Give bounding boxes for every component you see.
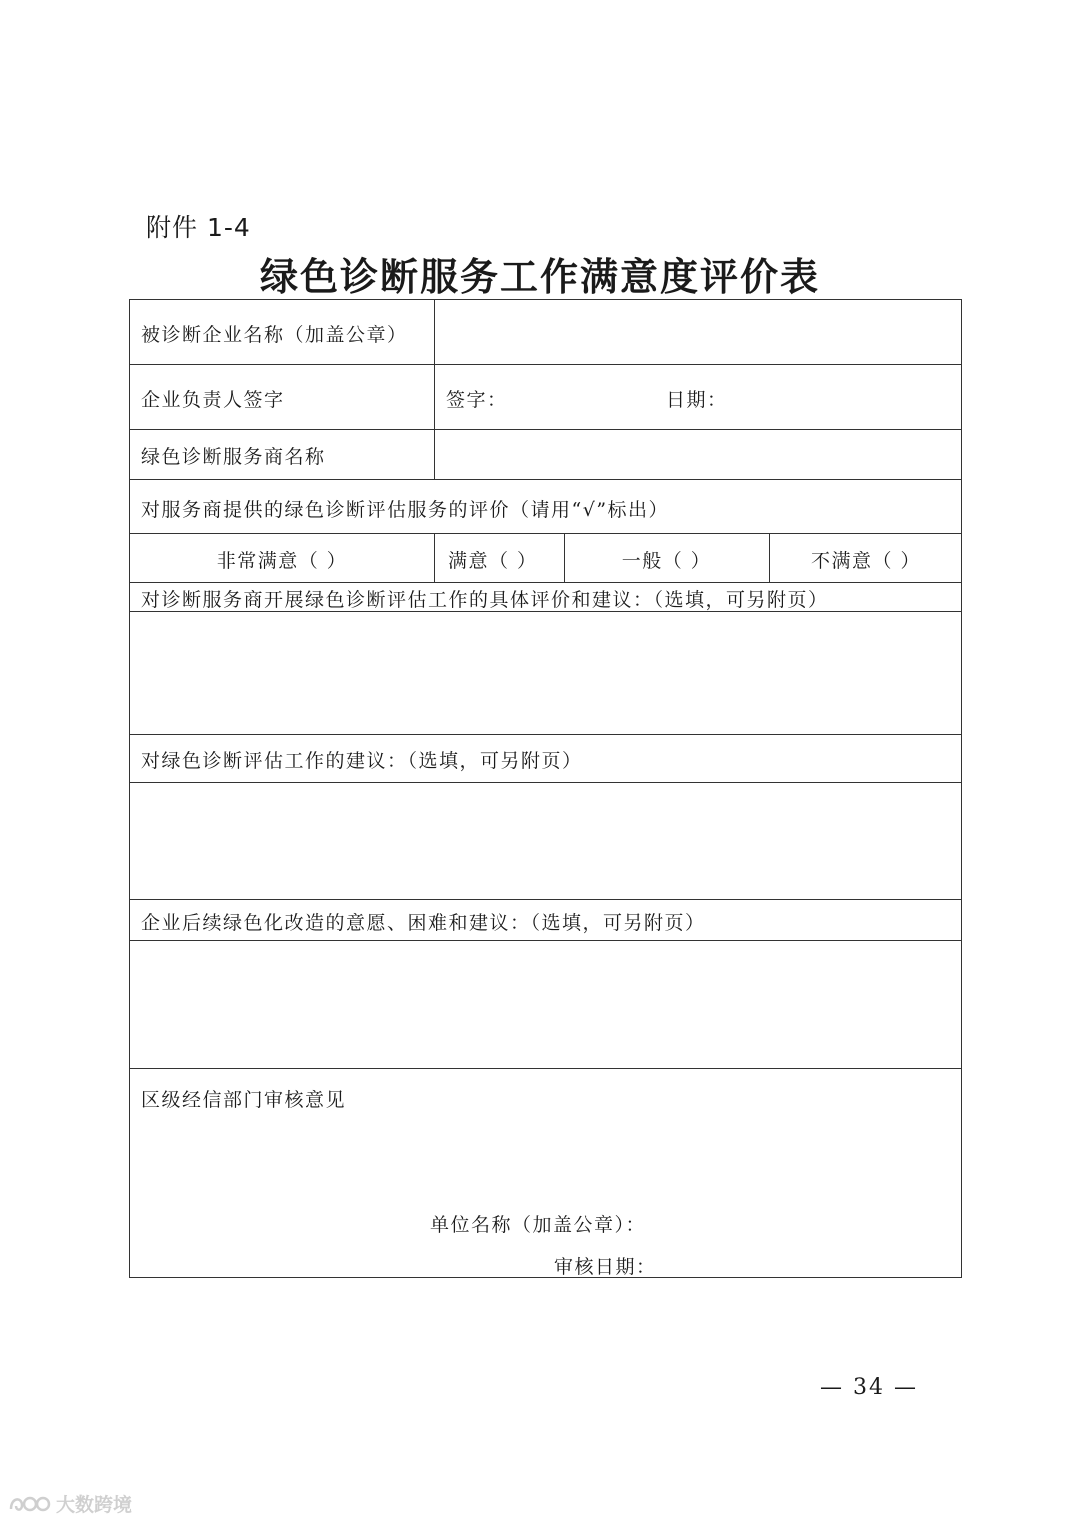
option-average[interactable]: 一般（ ） [621,550,712,572]
unit-name-label: 单位名称（加盖公章）： [430,1214,647,1236]
option-dissatisfied[interactable]: 不满意（ ） [810,550,922,572]
row-divider [130,364,961,365]
provider-name-label: 绿色诊断服务商名称 [141,446,326,468]
column-divider [434,300,435,479]
evaluation-form-table [129,299,962,1278]
specific-eval-field[interactable] [132,613,960,732]
row-divider [130,1068,961,1069]
row-divider [130,582,961,583]
row-divider [130,782,961,783]
enterprise-name-label: 被诊断企业名称（加盖公章） [141,324,408,346]
responsible-sign-label: 企业负责人签字 [141,389,285,411]
enterprise-name-field[interactable] [436,302,956,362]
review-date-label: 审核日期： [554,1256,657,1278]
annex-label: 附件 1-4 [146,213,251,242]
option-very-satisfied[interactable]: 非常满意（ ） [216,550,348,572]
date-label: 日期： [666,389,728,411]
followup-prompt: 企业后续绿色化改造的意愿、困难和建议：（选填，可另附页） [141,912,706,934]
option-satisfied[interactable]: 满意（ ） [448,550,538,572]
row-divider [130,940,961,941]
row-divider [130,479,961,480]
row-divider [130,533,961,534]
brand-logo-icon [8,1493,52,1515]
row-divider [130,899,961,900]
column-divider [434,533,435,582]
suggestion-field[interactable] [132,784,960,897]
suggestion-prompt: 对绿色诊断评估工作的建议：（选填，可另附页） [141,750,583,772]
form-title: 绿色诊断服务工作满意度评价表 [259,255,820,299]
page-number: — 34 — [820,1375,918,1400]
signature-label: 签字： [446,389,508,411]
specific-eval-prompt: 对诊断服务商开展绿色诊断评估工作的具体评价和建议：（选填，可另附页） [141,589,829,611]
watermark [8,1490,132,1517]
watermark-text: 大数跨境 [56,1494,133,1516]
evaluation-prompt: 对服务商提供的绿色诊断评估服务的评价（请用“√”标出） [141,499,670,521]
row-divider [130,734,961,735]
row-divider [130,429,961,430]
followup-field[interactable] [132,942,960,1066]
provider-name-field[interactable] [436,431,956,477]
review-label: 区级经信部门审核意见 [141,1089,347,1111]
